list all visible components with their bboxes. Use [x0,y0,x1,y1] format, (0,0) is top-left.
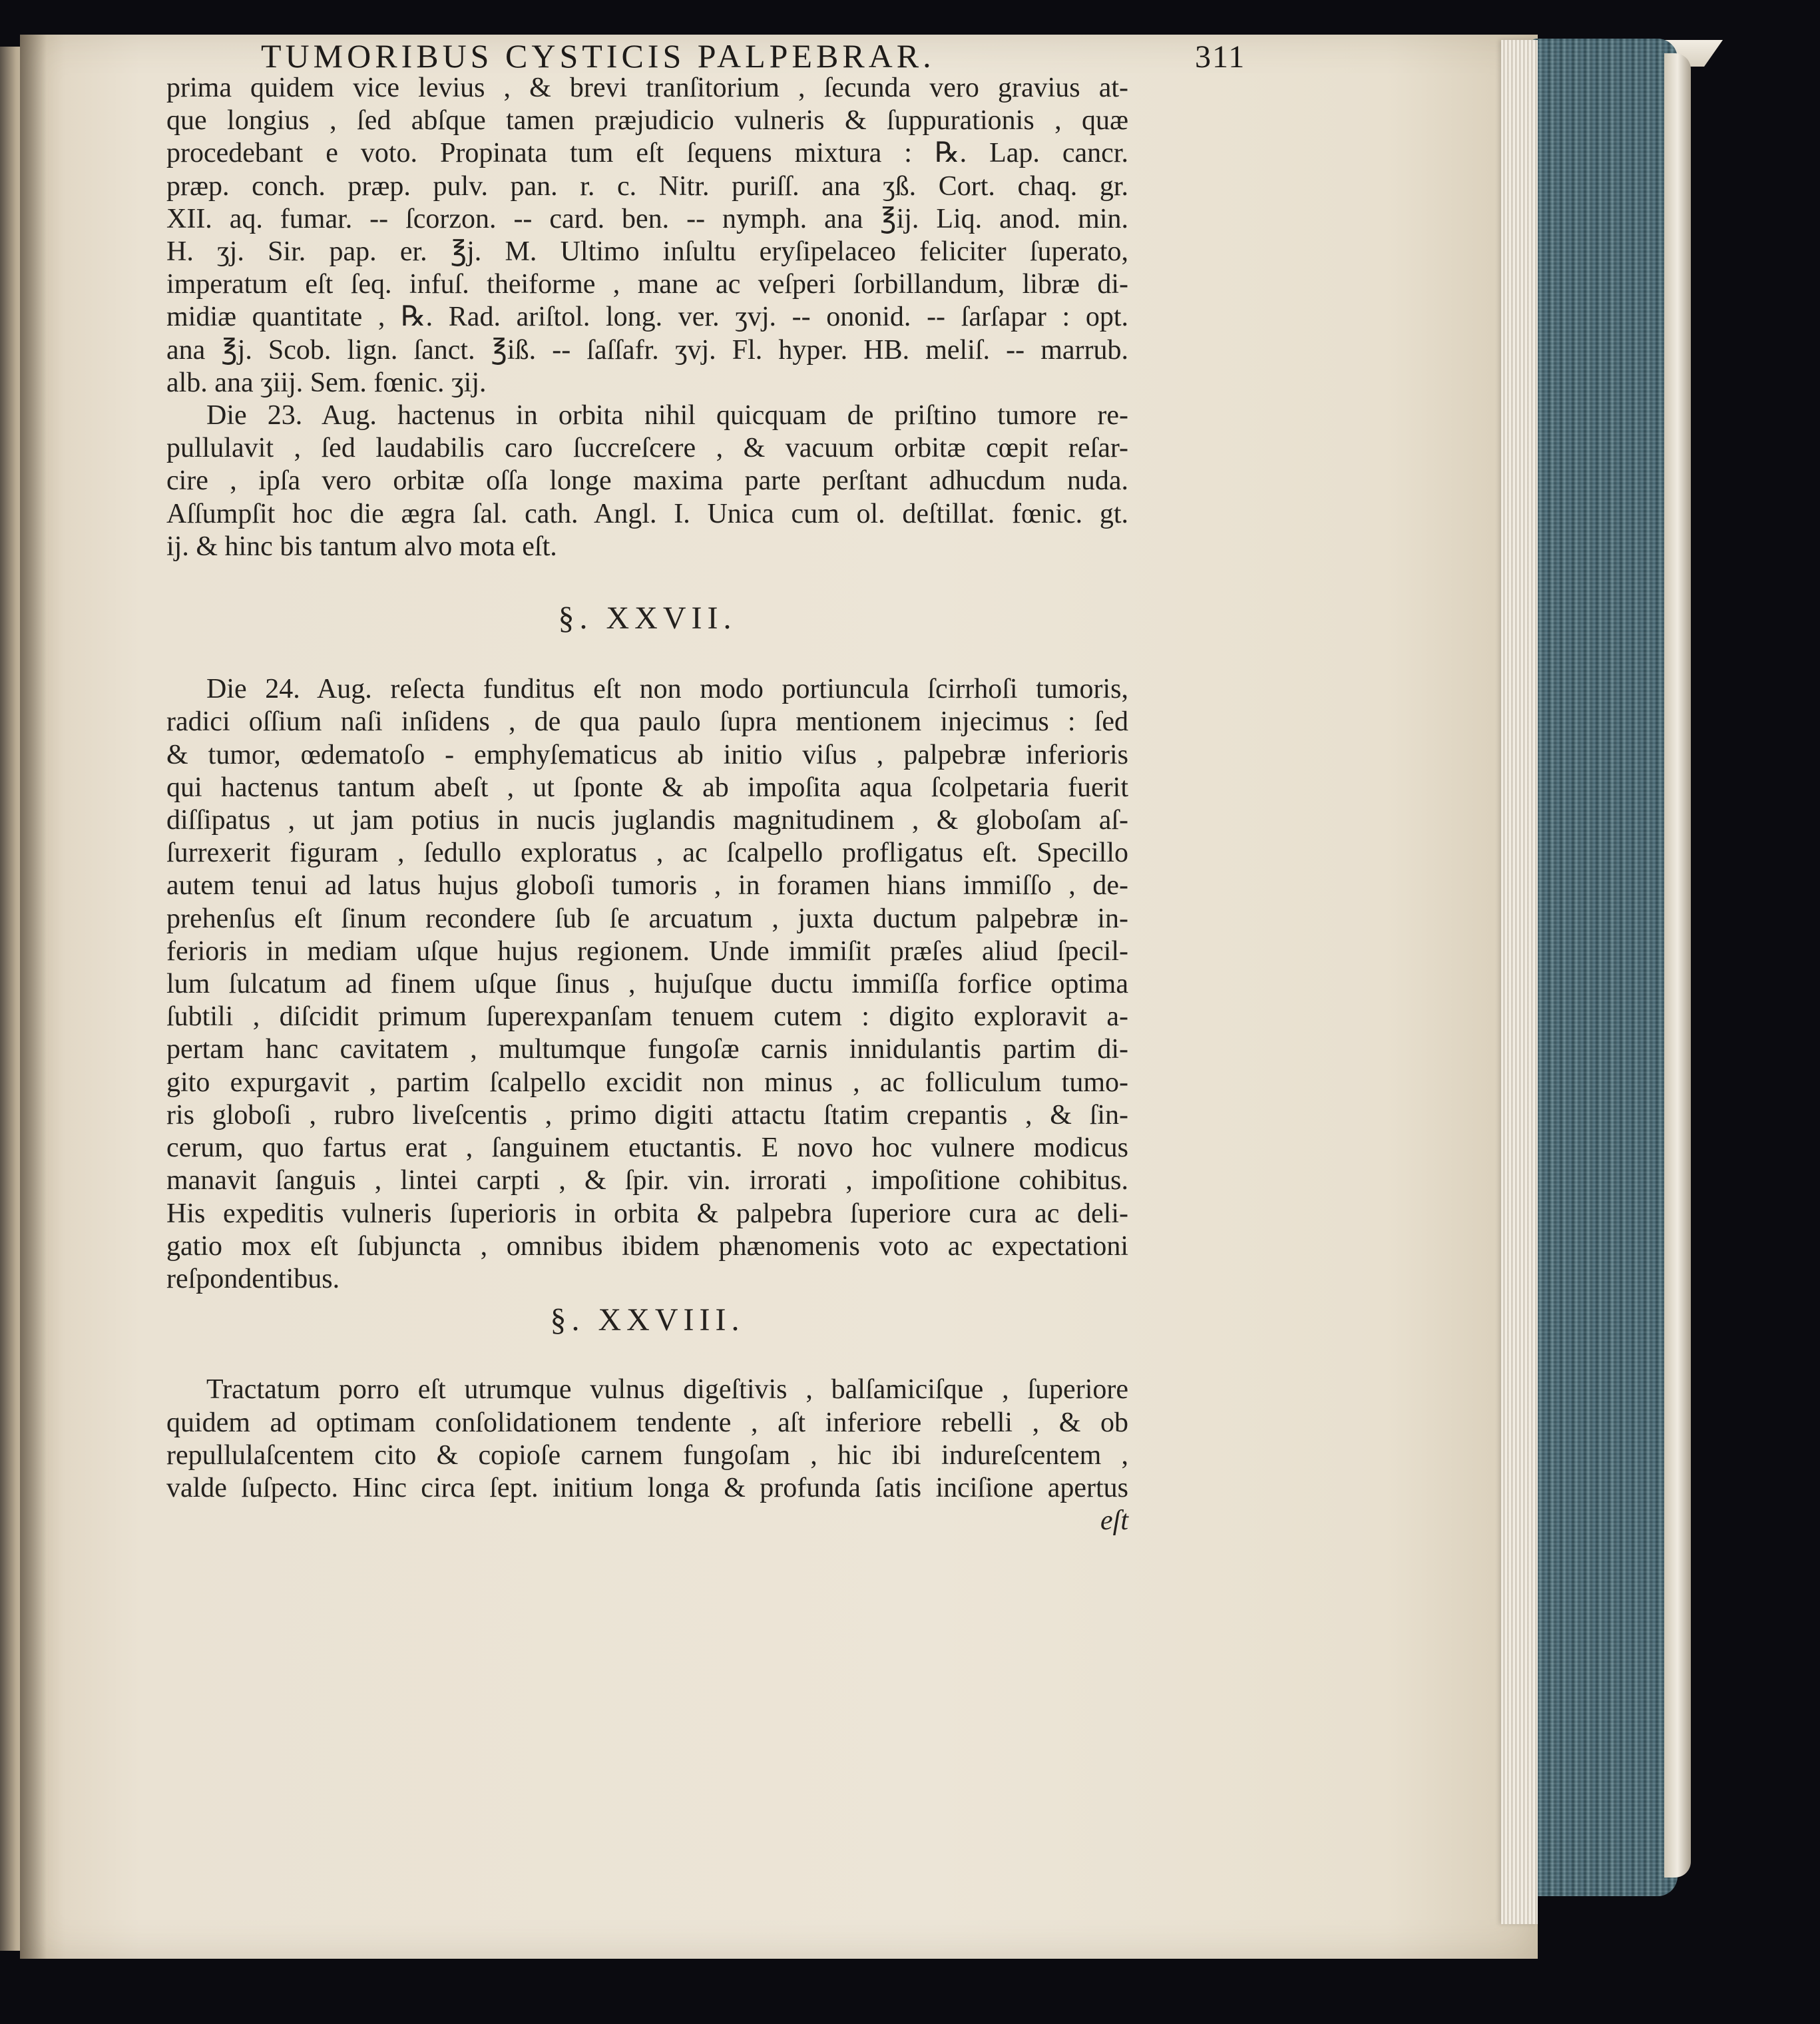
page-edges [1501,40,1538,1924]
text-line: que longius , ſed abſque tamen præjudicio vulneris & ſuppurationis , quæ [166,105,1128,136]
text-line: lum ſulcatum ad finem uſque ſinus , hujuſque ductu immiſſa forfice optima [166,969,1128,1000]
body-text [166,72,1128,1537]
page-number: 311 [1195,39,1246,75]
text-line: ſubtili , diſcidit primum ſuperexpanſam tenuem cutem : digito exploravit a- [166,1001,1128,1033]
text-line: pullulavit , ſed laudabilis caro ſuccreſcere , & vacuum orbitæ cœpit reſar- [166,433,1128,464]
text-line: gatio mox eſt ſubjuncta , omnibus ibidem phænomenis voto ac expectationi [166,1230,1128,1262]
running-head [113,20,1246,75]
text-line: imperatum eſt ſeq. infuſ. theiforme , mane ac veſperi ſorbillandum, libræ di- [166,269,1128,300]
catchword: eſt [1100,1505,1128,1537]
text-line: repullulaſcentem cito & copioſe carnem fungoſam , hic ibi indureſcentem , [166,1439,1128,1471]
text-line: XII. aq. fumar. -- ſcorzon. -- card. ben. -- nymph. ana ℥ij. Liq. anod. min. [166,203,1128,234]
text-line: & tumor, œdematoſo - emphyſematicus ab initio viſus , palpebræ inferioris [166,739,1128,770]
text-line: Die 24. Aug. reſecta funditus eſt non modo portiuncula ſcirrhoſi tumoris, [206,674,1128,705]
paragraph-1 [166,72,1128,399]
page-gutter [20,35,47,1959]
text-line: Tractatum porro eſt utrumque vulnus digeſtivis , balſamiciſque , ſuperiore [206,1374,1128,1405]
text-line: autem tenui ad latus hujus globoſi tumoris , in foramen hians immiſſo , de- [166,870,1128,901]
text-line: pertam hanc cavitatem , multumque fungoſæ carnis innidulantis partim di- [166,1034,1128,1065]
text-line: cire , ipſa vero orbitæ oſſa longe maxima parte perſtant adhucdum nuda. [166,465,1128,497]
text-line: præp. conch. præp. pulv. pan. r. c. Nitr. puriſſ. ana ʒß. Cort. chaq. gr. [166,170,1128,202]
paragraph-3 [166,673,1128,1296]
section-heading: §. XXVIII. [550,1302,745,1338]
text-line: gito expurgavit , partim ſcalpello excidit non minus , ac folliculum tumo- [166,1067,1128,1098]
text-line: midiæ quantitate , ℞. Rad. ariſtol. long. ver. ʒvj. -- ononid. -- ſarſapar : opt. [166,302,1128,333]
text-line: diſſipatus , ut jam potius in nucis juglandis magnitudinem , & globoſam aſ- [166,805,1128,836]
text-line: His expeditis vulneris ſuperioris in orbita & palpebra ſuperiore cura ac deli- [166,1198,1128,1229]
text-line: ferioris in mediam uſque hujus regionem. Unde immiſit præſes aliud ſpecil- [166,935,1128,967]
text-line: valde ſuſpecto. Hinc circa ſept. initium longa & profunda ſatis inciſione apertus [166,1472,1128,1503]
running-title: TUMORIBUS CYSTICIS PALPEBRAR. [261,37,935,75]
text-line: ris globoſi , rubro liveſcentis , primo digiti attactu ſtatim crepantis , & ſin- [166,1099,1128,1131]
paragraph-4 [166,1374,1128,1505]
text-line: quidem ad optimam conſolidationem tendente , aſt inferiore rebelli , & ob [166,1407,1128,1438]
text-line: procedebant e voto. Propinata tum eſt ſequens mixtura : ℞. Lap. cancr. [166,138,1128,169]
section-heading: §. XXVII. [558,601,737,636]
text-line: manavit ſanguis , lintei carpti , & ſpir. vin. irrorati , impoſitione cohibitus. [166,1165,1128,1196]
text-line: prima quidem vice levius , & brevi tranſitorium , ſecunda vero gravius at- [166,73,1128,103]
text-line: ſurrexerit figuram , ſedullo exploratus , ac ſcalpello profligatus eſt. Specillo [166,838,1128,869]
text-line: ana ℥j. Scob. lign. ſanct. ℥iß. -- ſaſſafr. ʒvj. Fl. hyper. HB. meliſ. -- marrub. [166,334,1128,366]
text-line: ij. & hinc bis tantum alvo mota eſt. [166,531,557,562]
text-line: radici oſſium naſi inſidens , de qua paulo ſupra mentionem injecimus : ſed [166,706,1128,738]
text-line: cerum, quo fartus erat , ſanguinem etuctantis. E novo hoc vulnere modicus [166,1133,1128,1164]
text-line: H. ʒj. Sir. pap. er. ℥j. M. Ultimo inſultu eryſipelaceo feliciter ſuperato, [166,236,1128,268]
paragraph-2 [166,399,1128,563]
text-line: reſpondentibus. [166,1263,340,1294]
text-line: qui hactenus tantum abeſt , ut ſponte & ab impoſita aqua ſcolpetaria fuerit [166,772,1128,803]
text-line: alb. ana ʒiij. Sem. fœnic. ʒij. [166,367,487,398]
book-cover-edge [1664,53,1691,1878]
text-line: Aſſumpſit hoc die ægra ſal. cath. Angl. I. Unica cum ol. deſtillat. fœnic. gt. [166,498,1128,529]
text-line: prehenſus eſt ſinum recondere ſub ſe arcuatum , juxta ductum palpebræ in- [166,903,1128,934]
text-line: Die 23. Aug. hactenus in orbita nihil quicquam de priſtino tumore re- [206,400,1128,431]
fore-edge-sprinkled [1531,39,1678,1896]
